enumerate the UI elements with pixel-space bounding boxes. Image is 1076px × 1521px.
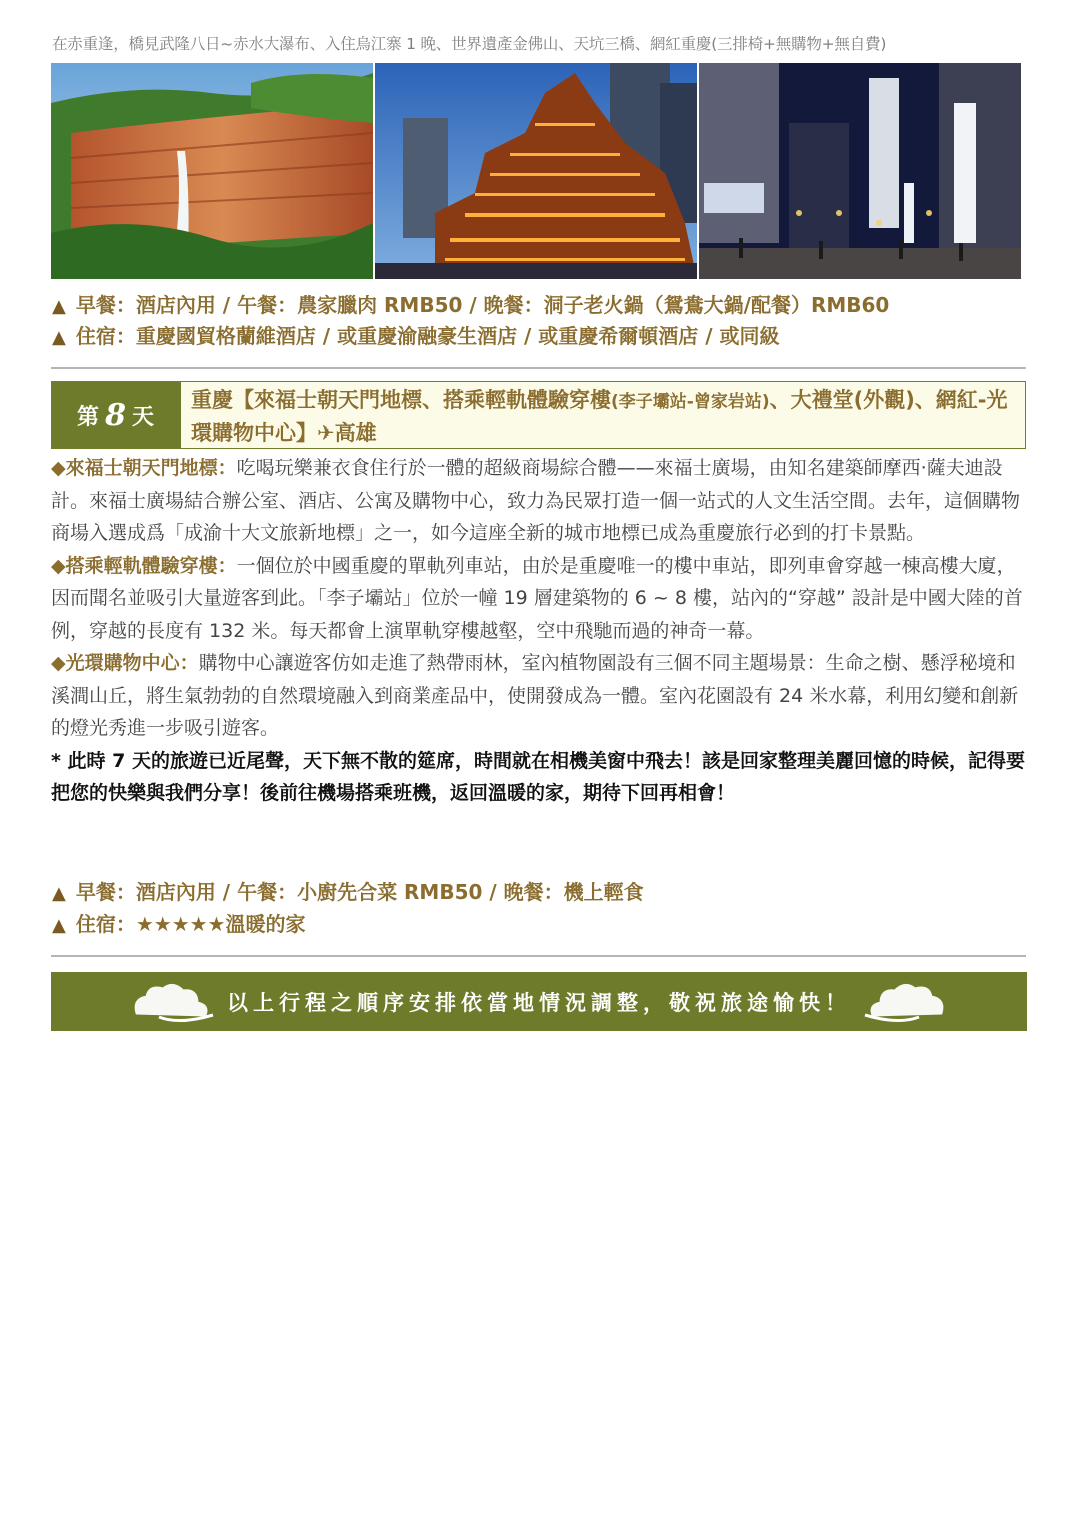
triangle-icon: ▲ xyxy=(52,296,66,317)
day8-header xyxy=(51,381,1026,449)
closing-note: * 此時 7 天的旅遊已近尾聲，天下無不散的筵席，時間就在相機美窗中飛去！該是回家整理美麗回憶的時候，記得要把您的快樂與我們分享！後前往機場搭乘班機，返回溫暖的家，期待下回再相會！ xyxy=(51,749,1026,804)
attraction-monorail: ◆搭乘輕軌體驗穿樓：一個位於中國重慶的單軌列車站，由於是重慶唯一的樓中車站，即列車會穿越一棟高樓大廈，因而聞名並吸引大量遊客到此。「李子壩站」位於一幢 19 層建築物的 6 ~ 8 樓，站內的“穿越” 設計是中國大陸的首例，穿越的長度有 132 米。每天都會上演單軌穿樓越壑，空中飛馳而過的神奇一幕。 xyxy=(51,554,1023,642)
hongyadong-night-photo xyxy=(375,63,697,279)
triangle-icon: ▲ xyxy=(52,915,66,936)
day-badge: 第 8 天 xyxy=(52,382,181,448)
day7-hotel: ▲ 住宿：重慶國貿格蘭維酒店 / 或重慶渝融豪生酒店 / 或重慶希爾頓酒店 / 或同級 xyxy=(52,324,780,348)
photo-strip xyxy=(51,63,1021,279)
triangle-icon: ▲ xyxy=(52,883,66,904)
auspicious-cloud-icon xyxy=(129,979,219,1025)
day8-hotel: ▲ 住宿：★★★★★溫暖的家 xyxy=(52,912,306,936)
triangle-icon: ▲ xyxy=(52,327,66,348)
divider xyxy=(51,955,1026,957)
divider xyxy=(51,367,1026,369)
day8-meals: ▲ 早餐：酒店內用 / 午餐：小廚先合菜 RMB50 / 晚餐：機上輕食 xyxy=(52,880,644,904)
day8-title: 重慶【來福士朝天門地標、搭乘輕軌體驗穿樓(李子壩站-曾家岩站)、大禮堂(外觀)、網紅-光環購物中心】✈高雄 xyxy=(191,388,1008,445)
city-night-street-photo xyxy=(699,63,1021,279)
day8-content xyxy=(51,452,1027,810)
attraction-mixc: ◆光環購物中心：購物中心讓遊客仿如走進了熱帶雨林，室內植物園設有三個不同主題場景：生命之樹、懸浮秘境和溪澗山丘，將生氣勃勃的自然環境融入到商業產品中，使開發成為一體。室內花園設有 24 米水幕，利用幻變和創新的燈光秀進一步吸引遊客。 xyxy=(51,652,1019,739)
route-summary: 在赤重逢，橋見武隆八日~赤水大瀑布、入住烏江寨 1 晚、世界遺產金佛山、天坑三橋、網紅重慶(三排椅+無購物+無自費) xyxy=(52,35,887,53)
day7-meals: ▲ 早餐：酒店內用 / 午餐：農家臘肉 RMB50 / 晚餐：洞子老火鍋（鴛鴦大鍋/配餐）RMB60 xyxy=(52,293,890,317)
waterfall-cliff-photo xyxy=(51,63,373,279)
attraction-raffles: ◆來福士朝天門地標：吃喝玩樂兼衣食住行於一體的超級商場綜合體——來福士廣場，由知名建築師摩西·薩夫迪設計。來福士廣場結合辦公室、酒店、公寓及購物中心，致力為民眾打造一個一站式的人文生活空間。去年，這個購物商場入選成爲「成渝十大文旅新地標」之一，如今這座全新的城市地標已成為重慶旅行必到的打卡景點。 xyxy=(51,457,1021,544)
footer-banner: 以上行程之順序安排依當地情況調整，敬祝旅途愉快！ xyxy=(51,972,1027,1031)
auspicious-cloud-icon xyxy=(859,979,949,1025)
